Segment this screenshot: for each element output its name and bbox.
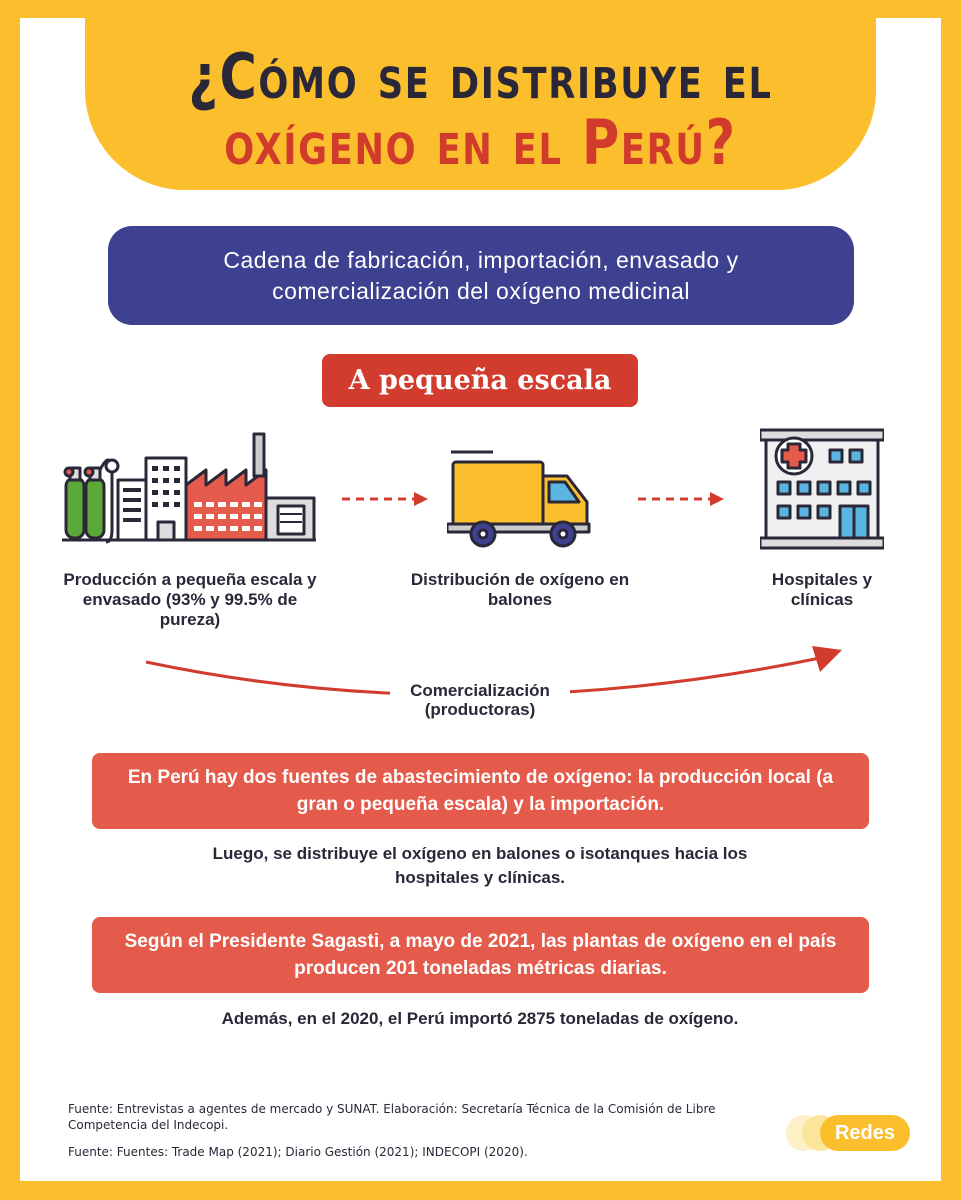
page-title-line-2: oxígeno en el Perú? [224,106,737,179]
arrow-truck-to-hospital [638,489,728,509]
fact-highlight-production-text: Según el Presidente Sagasti, a mayo de 2021, las plantas de oxígeno en el país producen 201 toneladas métricas diarias. [124,931,837,979]
step-label-distribution: Distribución de oxígeno en balones [410,570,630,609]
fact-note-import: Además, en el 2020, el Perú importó 2875 toneladas de oxígeno. [221,1009,739,1028]
fact-highlight-sources-text: En Perú hay dos fuentes de abastecimiento de oxígeno: la producción local (a gran o pequeña escala) y la importación. [127,767,834,815]
commercialization-label-line1: Comercialización [410,681,550,700]
title-banner [85,0,876,190]
logo-text: Redes [820,1115,910,1151]
page-title-line-1: ¿Cómo se distribuye el [188,40,773,113]
subtitle-box [108,226,854,325]
fact-note-distribution: Luego, se distribuye el oxígeno en balones o isotanques hacia los hospitales y clínicas. [212,844,748,887]
fact-highlight-sources [92,753,869,829]
hospital-icon [760,428,884,550]
arrow-factory-to-truck [342,489,432,509]
fact-highlight-production [92,917,869,993]
redes-logo [786,1115,910,1151]
truck-icon [447,446,592,550]
commercialization-label [390,681,570,719]
step-label-hospitals: Hospitales y clínicas [771,570,873,609]
factory-icon [60,430,318,544]
source-note-1: Fuente: Entrevistas a agentes de mercado y SUNAT. Elaboración: Secretaría Técnica de la Comisión de Libre Competencia del Indecopi. [68,1102,716,1132]
source-note-2: Fuente: Fuentes: Trade Map (2021); Diario Gestión (2021); INDECOPI (2020). [68,1145,528,1159]
step-label-production: Producción a pequeña escala y envasado (93% y 99.5% de pureza) [63,570,317,629]
commercialization-label-line2: (productoras) [424,700,536,719]
scale-badge: A pequeña escala [322,354,638,407]
subtitle-text: Cadena de fabricación, importación, envasado y comercialización del oxígeno medicinal [223,246,739,304]
